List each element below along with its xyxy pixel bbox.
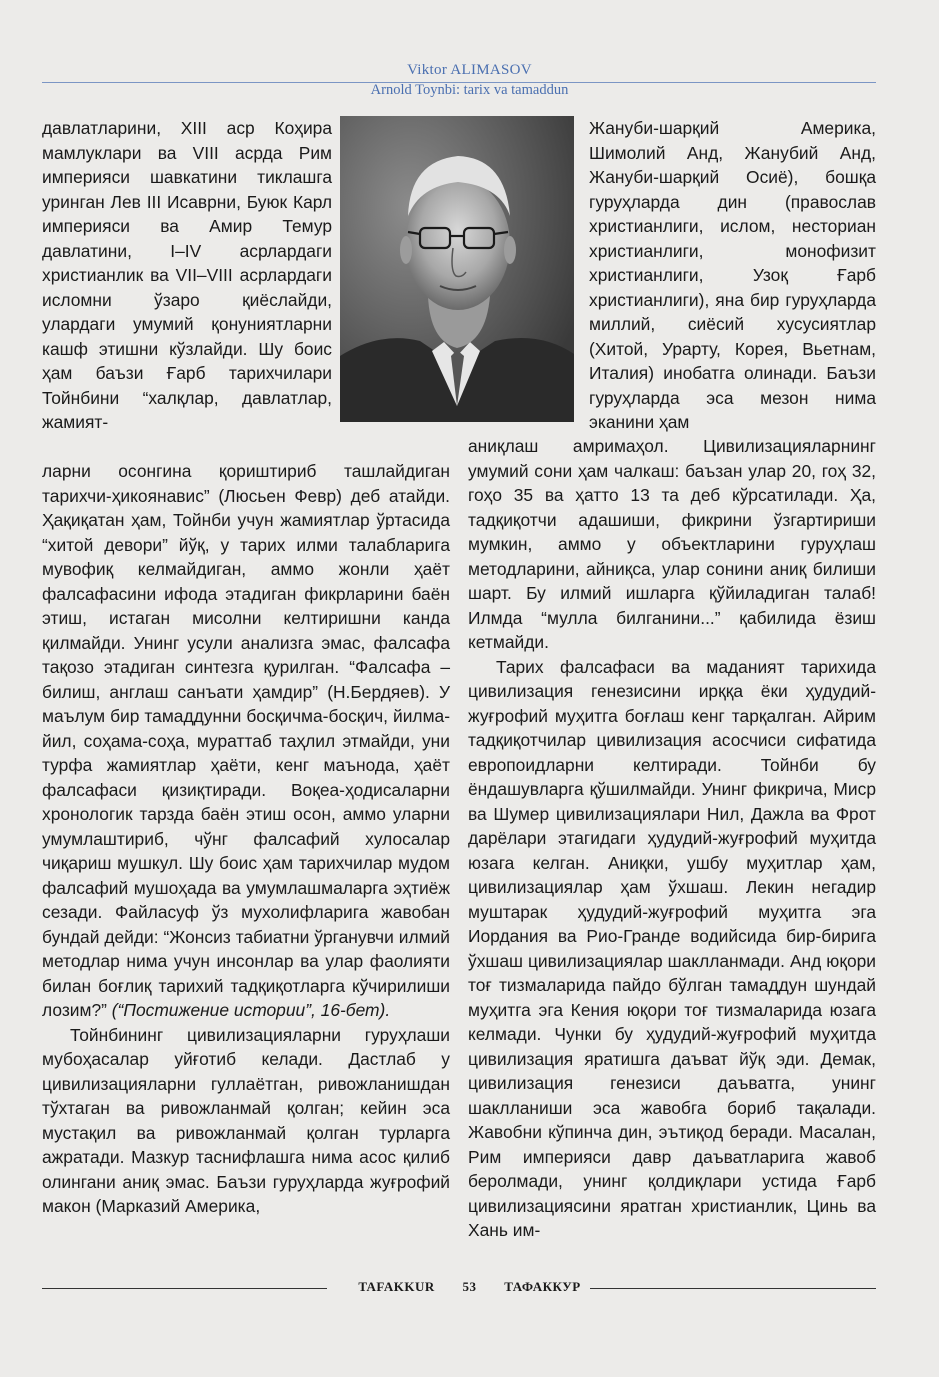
right-column-main-text	[468, 434, 876, 1243]
footer-journal-cyrillic: ТАФАККУР	[504, 1279, 581, 1294]
page-footer	[0, 1279, 939, 1295]
paragraph: Тарих фалсафаси ва маданият тарихида цивилизация генезисини ирққа ёки ҳудудий-жуғрофий муҳитга боғлаш кенг тарқалган. Айрим тадқиқотчилар цивилизация асосчиси сифатида европоидларни келтиради. Тойнби бу ёндашувларга қўшилмайди. Унинг фикрича, Миср ва Шумер цивилизациялари Нил, Дажла ва Фрот дарёлари этагидаги ҳудудий-жуғрофий муҳитда юзага келган. Аниқки, ушбу муҳитлар ҳам, цивилизациялар ҳам ўхшаш. Лекин негадир муштарак ҳудудий-жуғрофий муҳитга эга Иордания ва Рио-Гранде водийсида бир-бирига ўхшаш цивилизациялар шаклланмади. Анд юқори тоғ тизмаларида пайдо бўлган тамаддун шундай муҳитга эга Кения юқори тоғ тизмаларида юзага келмади. Чунки бу ҳудудий-жуғрофий муҳитда цивилизация яратишга даъват йўқ эди. Демак, цивилизация генезиси даъватга, унинг шаклланиши эса жавобга бориб тақалади. Жавобни кўпинча дин, эътиқод беради. Масалан, Рим империяси давр даъватларига жавоб беролмади, унинг қолдиқлари устида Ғарб цивилизациясини яратган христианлик, Цинь ва Хань им-	[468, 656, 876, 1240]
left-column-upper-text	[42, 116, 332, 435]
running-header-subtitle: Arnold Toynbi: tarix va tamaddun	[370, 82, 569, 98]
right-column-upper-text	[589, 116, 876, 435]
author-portrait-photo	[340, 116, 574, 422]
paragraph: аниқлаш амримаҳол. Цивилизацияларнинг умумий сони ҳам чалкаш: баъзан улар 20, гоҳ 32, гоҳо 35 ва ҳатто 13 та деб кўрсатилади. Ҳа, тадқиқотчи адашиши, фикрини ўзгартириши мумкин, аммо у объектларини гуруҳлаш методларини, айниқса, улар сонини аниқ билиши шарт. Бу илмий ишларга қўйиладиган талаб! Илмда “мулла билганини...” қабилида ёзиш кетмайди.	[468, 436, 876, 652]
left-column-main-text	[42, 459, 450, 1219]
page-number: 53	[462, 1279, 477, 1294]
citation: (“Постижение истории”, 16-бет).	[111, 1000, 391, 1020]
paragraph-body: ларни осонгина қориштириб ташлайдиган тарихчи-ҳикоянавис” (Люсьен Февр) деб атайди. Ҳақиқатан ҳам, Тойнби учун жамиятлар ўртасида “хитой девори” йўқ, у тарих илми талабларига мувофиқ келмайдиган, аммо жонли ҳаёт фалсафасини ифода этадиган фикрларини баён этиш, истаган мисолни келтиришни канда қилмайди. Унинг усули анализга эмас, фалсафа тақозо этадиган синтезга қурилган. “Фалсафа – билиш, англаш санъати ҳамдир” (Н.Бердяев). У маълум бир тамаддунни босқичма-босқич, йилма-йил, соҳама-соҳа, мураттаб таҳлил этмайди, уни турфа жамиятлар ҳаёти, кенг маънода, ҳаёт фалсафаси қизиқтиради. Воқеа-ҳодисаларни хронологик тарзда баён этиш осон, аммо уларни умумлаштириб, чўнг фалсафий хулосалар чиқариш мушкул. Шу боис ҳам тарихчилар мудом фалсафий мушоҳада ва умумлашмаларга эҳтиёж сезади. Файласуф ўз мухолифларига жавобан бундай дейди: “Жонсиз табиатни ўрганувчи илмий методлар нима учун инсонлар ва улар фаолияти билан боғлиқ тарихий тадқиқотларга кўчирилиши лозим?”	[42, 461, 450, 1020]
paragraph: Тойнбининг цивилизацияларни гуруҳлаши мубоҳасалар уйғотиб келади. Дастлаб у цивилизацияларни гуллаётган, ривожланишдан тўхтаган ва ривожланмай қолган; кейин эса мустақил ва ривожланмай қолган турларга ажратади. Мазкур таснифлашга нима асос қилиб олингани аниқ эмас. Баъзи гуруҳларда жуғрофий макон (Марказий Америка,	[42, 1024, 450, 1216]
portrait-illustration	[340, 116, 574, 422]
paragraph	[42, 459, 450, 1023]
paragraph: давлатларини, XIII аср Коҳира мамлуклари ва VIII асрда Рим империяси шавкатини тиклашга уринган Лев III Исаврни, Буюк Карл империяси ва Амир Темур давлатини, I–IV асрлардаги христианлик ва VII–VIII асрлардаги исломни ўзаро қиёслайди, улардаги умумий қонуниятларни кашф этишни кўзлайди. Шу боис ҳам баъзи Ғарб тарихчилари Тойнбини “халқлар, давлатлар, жамият-	[42, 118, 332, 432]
footer-journal-latin: TAFAKKUR	[358, 1279, 435, 1294]
running-header-author: Viktor ALIMASOV	[407, 62, 532, 78]
paragraph: Жануби-шарқий Америка, Шимолий Анд, Жанубий Анд, Жануби-шарқий Осиё), бошқа гуруҳларда дин (православ христианлиги, ислом, несториан христианлиги, монофизит христианлиги, Узоқ Ғарб христианлиги), яна бир гуруҳларда миллий, сиёсий хусусиятлар (Хитой, Урарту, Корея, Вьетнам, Италия) инобатга олинади. Баъзи гуруҳларда эса мезон нима эканини ҳам	[589, 118, 876, 432]
